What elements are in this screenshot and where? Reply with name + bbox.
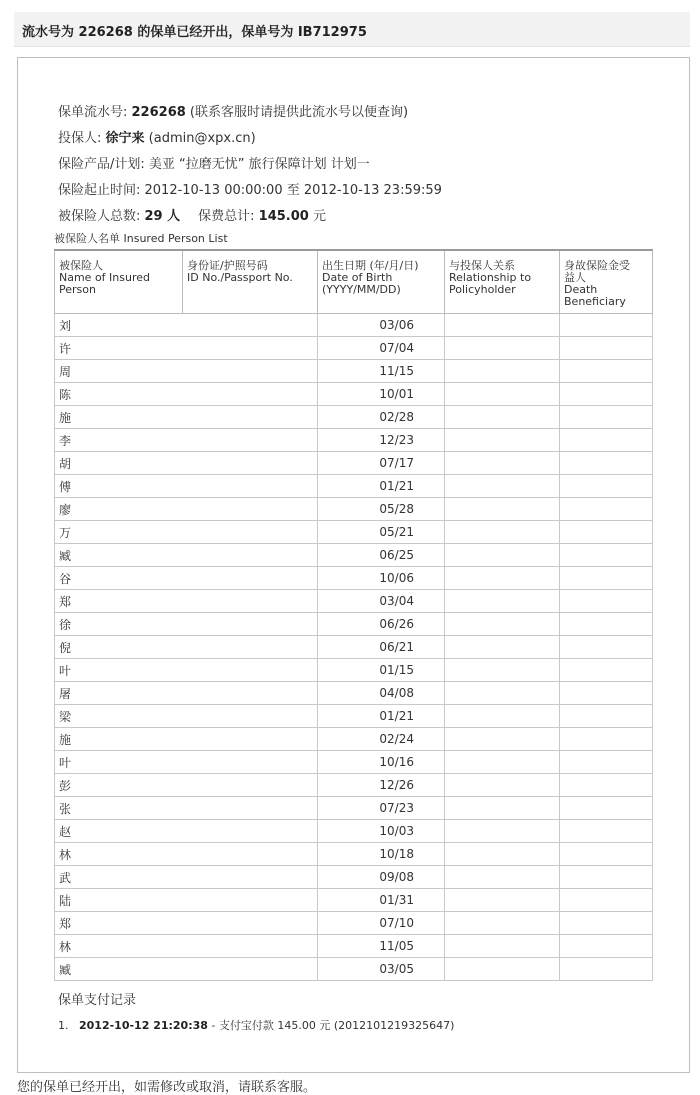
insured-relationship bbox=[445, 452, 560, 475]
table-row bbox=[55, 360, 653, 383]
insured-beneficiary bbox=[560, 360, 653, 383]
insured-id bbox=[183, 406, 318, 429]
insured-relationship bbox=[445, 889, 560, 912]
table-row bbox=[55, 866, 653, 889]
period-value: 2012-10-13 00:00:00 至 2012-10-13 23:59:59 bbox=[144, 183, 442, 198]
insured-relationship bbox=[445, 544, 560, 567]
insured-name: 廖 bbox=[55, 498, 183, 521]
col-header-id: 身份证/护照号码 ID No./Passport No. bbox=[183, 250, 318, 314]
insured-relationship bbox=[445, 728, 560, 751]
insured-beneficiary bbox=[560, 567, 653, 590]
insured-list-caption: 被保险人名单 Insured Person List bbox=[54, 232, 228, 245]
insured-relationship bbox=[445, 682, 560, 705]
table-row bbox=[55, 383, 653, 406]
insured-dob: 03/04 bbox=[318, 590, 445, 613]
insured-beneficiary bbox=[560, 866, 653, 889]
insured-name: 陆 bbox=[55, 889, 183, 912]
insured-name: 林 bbox=[55, 935, 183, 958]
insured-name: 赵 bbox=[55, 820, 183, 843]
insured-name: 施 bbox=[55, 406, 183, 429]
insured-beneficiary bbox=[560, 958, 653, 981]
table-row bbox=[55, 429, 653, 452]
premium-label: 保费总计: bbox=[198, 209, 259, 224]
insured-name: 徐 bbox=[55, 613, 183, 636]
insured-id bbox=[183, 912, 318, 935]
insured-dob: 05/28 bbox=[318, 498, 445, 521]
insured-beneficiary bbox=[560, 820, 653, 843]
insured-beneficiary bbox=[560, 659, 653, 682]
table-row bbox=[55, 475, 653, 498]
insured-id bbox=[183, 314, 318, 337]
col-header-name: 被保险人 Name of Insured Person bbox=[55, 250, 183, 314]
insured-dob: 10/06 bbox=[318, 567, 445, 590]
insured-relationship bbox=[445, 866, 560, 889]
insured-beneficiary bbox=[560, 797, 653, 820]
insured-dob: 02/28 bbox=[318, 406, 445, 429]
insured-beneficiary bbox=[560, 751, 653, 774]
insured-beneficiary bbox=[560, 912, 653, 935]
insured-dob: 07/23 bbox=[318, 797, 445, 820]
insured-name: 施 bbox=[55, 728, 183, 751]
insured-dob: 11/15 bbox=[318, 360, 445, 383]
serial-note: (联系客服时请提供此流水号以便查询) bbox=[185, 105, 409, 120]
count-label: 被保险人总数: bbox=[58, 209, 145, 224]
insured-name: 郑 bbox=[55, 912, 183, 935]
table-row bbox=[55, 958, 653, 981]
insured-beneficiary bbox=[560, 636, 653, 659]
table-row bbox=[55, 843, 653, 866]
payment-title: 保单支付记录 bbox=[58, 993, 137, 1008]
insured-name: 张 bbox=[55, 797, 183, 820]
insured-id bbox=[183, 360, 318, 383]
insured-dob: 09/08 bbox=[318, 866, 445, 889]
insured-beneficiary bbox=[560, 337, 653, 360]
insured-dob: 06/25 bbox=[318, 544, 445, 567]
insured-beneficiary bbox=[560, 613, 653, 636]
insured-beneficiary bbox=[560, 406, 653, 429]
insured-dob: 06/26 bbox=[318, 613, 445, 636]
insured-id bbox=[183, 498, 318, 521]
insured-beneficiary bbox=[560, 705, 653, 728]
insured-id bbox=[183, 544, 318, 567]
insured-id bbox=[183, 383, 318, 406]
insured-beneficiary bbox=[560, 521, 653, 544]
insured-name: 林 bbox=[55, 843, 183, 866]
insured-name: 周 bbox=[55, 360, 183, 383]
insured-beneficiary bbox=[560, 383, 653, 406]
footer-note: 您的保单已经开出，如需修改或取消，请联系客服。 bbox=[17, 1080, 317, 1095]
table-row bbox=[55, 337, 653, 360]
insured-dob: 03/06 bbox=[318, 314, 445, 337]
insured-relationship bbox=[445, 521, 560, 544]
insured-id bbox=[183, 452, 318, 475]
insured-name: 叶 bbox=[55, 659, 183, 682]
insured-dob: 07/10 bbox=[318, 912, 445, 935]
payment-time: 2012-10-12 21:20:38 bbox=[79, 1019, 208, 1032]
holder-label: 投保人: bbox=[58, 131, 106, 146]
insured-relationship bbox=[445, 774, 560, 797]
insured-name: 李 bbox=[55, 429, 183, 452]
insured-relationship bbox=[445, 912, 560, 935]
period-label: 保险起止时间: bbox=[58, 183, 145, 198]
insured-relationship bbox=[445, 475, 560, 498]
table-row bbox=[55, 935, 653, 958]
insured-name: 胡 bbox=[55, 452, 183, 475]
policy-panel bbox=[17, 57, 690, 1073]
insured-name: 许 bbox=[55, 337, 183, 360]
insured-name: 叶 bbox=[55, 751, 183, 774]
table-row bbox=[55, 889, 653, 912]
insured-relationship bbox=[445, 498, 560, 521]
insured-dob: 12/26 bbox=[318, 774, 445, 797]
insured-beneficiary bbox=[560, 774, 653, 797]
premium-unit: 元 bbox=[308, 209, 326, 224]
product-value: 美亚 “拉磨无忧” 旅行保障计划 计划一 bbox=[148, 157, 370, 172]
page-title: 流水号为 226268 的保单已经开出，保单号为 IB712975 bbox=[22, 25, 367, 40]
insured-beneficiary bbox=[560, 590, 653, 613]
insured-dob: 01/21 bbox=[318, 705, 445, 728]
insured-relationship bbox=[445, 613, 560, 636]
serial-label: 保单流水号: bbox=[58, 105, 132, 120]
insured-id bbox=[183, 705, 318, 728]
insured-dob: 10/18 bbox=[318, 843, 445, 866]
col-header-relationship: 与投保人关系 Relationship to Policyholder bbox=[445, 250, 560, 314]
insured-name: 陈 bbox=[55, 383, 183, 406]
product-line bbox=[58, 153, 370, 172]
insured-beneficiary bbox=[560, 728, 653, 751]
insured-id bbox=[183, 820, 318, 843]
serial-value: 226268 bbox=[131, 105, 186, 120]
insured-relationship bbox=[445, 705, 560, 728]
table-row bbox=[55, 912, 653, 935]
insured-dob: 10/16 bbox=[318, 751, 445, 774]
insured-dob: 01/15 bbox=[318, 659, 445, 682]
insured-table bbox=[54, 249, 653, 981]
insured-id bbox=[183, 751, 318, 774]
insured-dob: 10/03 bbox=[318, 820, 445, 843]
table-row bbox=[55, 544, 653, 567]
insured-relationship bbox=[445, 337, 560, 360]
product-label: 保险产品/计划: bbox=[58, 157, 149, 172]
table-row bbox=[55, 452, 653, 475]
insured-name: 武 bbox=[55, 866, 183, 889]
insured-beneficiary bbox=[560, 475, 653, 498]
insured-id bbox=[183, 774, 318, 797]
insured-relationship bbox=[445, 659, 560, 682]
table-row bbox=[55, 590, 653, 613]
insured-relationship bbox=[445, 935, 560, 958]
payment-desc: - 支付宝付款 145.00 元 (2012101219325647) bbox=[207, 1019, 455, 1032]
insured-id bbox=[183, 521, 318, 544]
insured-dob: 01/31 bbox=[318, 889, 445, 912]
insured-id bbox=[183, 935, 318, 958]
insured-relationship bbox=[445, 314, 560, 337]
insured-relationship bbox=[445, 636, 560, 659]
insured-dob: 07/17 bbox=[318, 452, 445, 475]
insured-name: 梁 bbox=[55, 705, 183, 728]
insured-name: 屠 bbox=[55, 682, 183, 705]
insured-name: 万 bbox=[55, 521, 183, 544]
table-row bbox=[55, 751, 653, 774]
table-row bbox=[55, 521, 653, 544]
insured-relationship bbox=[445, 429, 560, 452]
table-row bbox=[55, 728, 653, 751]
premium-value: 145.00 bbox=[258, 209, 309, 224]
insured-name: 刘 bbox=[55, 314, 183, 337]
insured-beneficiary bbox=[560, 935, 653, 958]
insured-id bbox=[183, 590, 318, 613]
insured-id bbox=[183, 889, 318, 912]
insured-relationship bbox=[445, 843, 560, 866]
table-row bbox=[55, 498, 653, 521]
insured-dob: 01/21 bbox=[318, 475, 445, 498]
insured-id bbox=[183, 866, 318, 889]
col-header-dob: 出生日期 (年/月/日) Date of Birth (YYYY/MM/DD) bbox=[318, 250, 445, 314]
table-row bbox=[55, 774, 653, 797]
insured-dob: 05/21 bbox=[318, 521, 445, 544]
period-line bbox=[58, 179, 442, 198]
insured-id bbox=[183, 429, 318, 452]
insured-beneficiary bbox=[560, 682, 653, 705]
insured-name: 臧 bbox=[55, 544, 183, 567]
insured-dob: 11/05 bbox=[318, 935, 445, 958]
insured-dob: 03/05 bbox=[318, 958, 445, 981]
insured-relationship bbox=[445, 360, 560, 383]
result-header bbox=[14, 12, 690, 47]
insured-id bbox=[183, 659, 318, 682]
payment-index: 1. bbox=[58, 1019, 69, 1032]
insured-id bbox=[183, 728, 318, 751]
holder-email: (admin@xpx.cn) bbox=[144, 131, 256, 146]
insured-beneficiary bbox=[560, 843, 653, 866]
insured-dob: 07/04 bbox=[318, 337, 445, 360]
insured-dob: 04/08 bbox=[318, 682, 445, 705]
table-row bbox=[55, 636, 653, 659]
insured-id bbox=[183, 475, 318, 498]
insured-dob: 12/23 bbox=[318, 429, 445, 452]
table-row bbox=[55, 705, 653, 728]
insured-name: 臧 bbox=[55, 958, 183, 981]
col-header-beneficiary: 身故保险金受 益人 Death Beneficiary bbox=[560, 250, 653, 314]
insured-table-header bbox=[55, 250, 653, 314]
insured-dob: 10/01 bbox=[318, 383, 445, 406]
insured-beneficiary bbox=[560, 314, 653, 337]
holder-line bbox=[58, 127, 256, 146]
table-row bbox=[55, 406, 653, 429]
insured-beneficiary bbox=[560, 498, 653, 521]
insured-id bbox=[183, 613, 318, 636]
insured-name: 谷 bbox=[55, 567, 183, 590]
table-row bbox=[55, 797, 653, 820]
table-row bbox=[55, 659, 653, 682]
insured-dob: 06/21 bbox=[318, 636, 445, 659]
totals-line bbox=[58, 205, 326, 224]
insured-name: 倪 bbox=[55, 636, 183, 659]
insured-name: 彭 bbox=[55, 774, 183, 797]
insured-name: 郑 bbox=[55, 590, 183, 613]
insured-relationship bbox=[445, 820, 560, 843]
serial-line bbox=[58, 101, 408, 120]
table-row bbox=[55, 682, 653, 705]
insured-beneficiary bbox=[560, 452, 653, 475]
insured-beneficiary bbox=[560, 889, 653, 912]
insured-id bbox=[183, 636, 318, 659]
table-row bbox=[55, 613, 653, 636]
insured-relationship bbox=[445, 567, 560, 590]
insured-id bbox=[183, 843, 318, 866]
insured-id bbox=[183, 682, 318, 705]
table-row bbox=[55, 820, 653, 843]
insured-relationship bbox=[445, 797, 560, 820]
insured-id bbox=[183, 958, 318, 981]
insured-id bbox=[183, 797, 318, 820]
insured-relationship bbox=[445, 590, 560, 613]
payment-record bbox=[58, 1017, 454, 1033]
insured-name: 傅 bbox=[55, 475, 183, 498]
insured-id bbox=[183, 337, 318, 360]
table-row bbox=[55, 314, 653, 337]
insured-relationship bbox=[445, 958, 560, 981]
table-row bbox=[55, 567, 653, 590]
insured-table-body bbox=[55, 314, 653, 981]
count-value: 29 人 bbox=[144, 209, 181, 224]
holder-name: 徐宁来 bbox=[105, 131, 145, 146]
insured-relationship bbox=[445, 751, 560, 774]
insured-relationship bbox=[445, 406, 560, 429]
insured-dob: 02/24 bbox=[318, 728, 445, 751]
insured-beneficiary bbox=[560, 429, 653, 452]
insured-beneficiary bbox=[560, 544, 653, 567]
insured-relationship bbox=[445, 383, 560, 406]
insured-id bbox=[183, 567, 318, 590]
